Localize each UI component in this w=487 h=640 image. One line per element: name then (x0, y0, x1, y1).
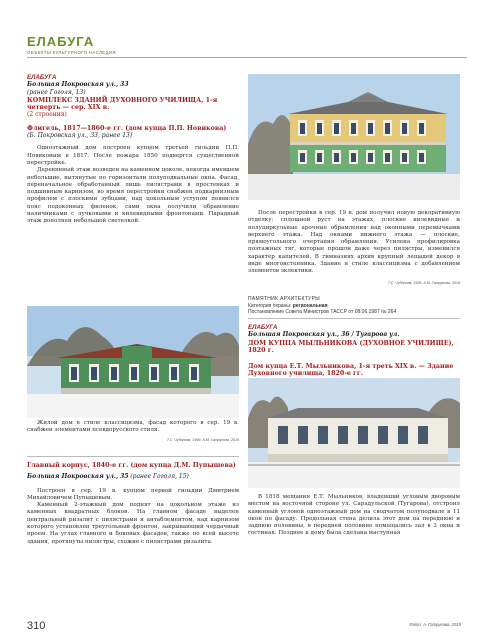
object-title: ДОМ КУПЦА МЫЛЬНИКОВА (ДУХОВНОЕ УЧИЛИЩЕ), 1820 г. (248, 339, 454, 354)
city-label: ЕЛАБУГА (27, 74, 57, 81)
right-bottom-text-block (248, 494, 460, 538)
photo-caption: Жилой дом в стиле классицизма, фасад которого в сер. 19 в. снабжен элементами псевдорусского стиля. (27, 420, 239, 433)
page-number: 310 (27, 620, 46, 632)
photo-credit-small: Т.С. Чубанова, 1995, А.М. Гатрунова, 2019 (387, 280, 460, 285)
left-intro-block (27, 74, 239, 226)
section-title: ЕЛАБУГА (27, 34, 95, 49)
previous-address: (ранее Гоголя, 13) (27, 88, 86, 96)
complex-note: (2 строения) (27, 111, 67, 119)
main-previous-address: (ранее Гоголя, 15) (130, 473, 189, 481)
category-label: Категория охраны: (248, 302, 292, 309)
fligel-title: Флигель, 1817—1860-е гг. (дом купца П.П. Новикова) (27, 124, 227, 132)
paragraph: Одноэтажный дом построен купцом третьей гильдии П.П. Новиковым в 1817. После пожара 1850 подвергся существенной перестройке. (27, 145, 239, 166)
photo-credit-small: Т.С. Чубанова, 1999, А.М. Гатрунова, 2019 (166, 438, 239, 442)
object-subtitle: Дом купца Е.Т. Мыльникова, 1-я треть XIX в. — Здание Духовного училища, 1820-е гг. (248, 363, 454, 378)
right-second-object-block (248, 324, 460, 378)
main-building-address (27, 473, 239, 481)
address: Большая Покровская ул., 36 / Тугарова ул. (248, 331, 400, 339)
paragraph: В 1818 мещанин Е.Т. Мыльников, владевший угловым дворовым местом на восточной стороне ул. Сарадульской (Тугарова), отстроил каменный угловой одноэтажный дом на сводчатом полуподвале в 11 окон по фасаду. Продольная стена делила этот дом на переднюю и заднюю половины, в передней половине помещались зал в 3 окна и гостиная. Позднее к дому была сделана выступная (248, 494, 460, 537)
house-photo-mylnikov-image (248, 378, 460, 488)
divider (27, 456, 239, 457)
monument-status-block (248, 296, 460, 316)
house-photo-pupyshev-image (248, 74, 460, 200)
main-address: Большая Покровская ул., 35 (27, 473, 129, 481)
house-photo-pupyshev (248, 74, 460, 200)
paragraph: Построен в сер. 19 в. купцом первой гильдии Дмитрием Михайловичем Пупышевым. (27, 487, 239, 501)
left-main-block (27, 462, 239, 546)
complex-title: КОМПЛЕКС ЗДАНИЙ ДУХОВНОГО УЧИЛИЩА, 1-я четверть — сер. XIX в. (27, 96, 218, 112)
paragraph: После перестройки в сер. 19 в. дом получил новую декоративную отделку: сплошной руст на этажах, плоские килевидные и полуциркульные арочные обрамления над оконными перемычками верхнего этажа. Над окнами нижнего этажа — плоские, прямоугольного очертания обрамления. Усилена профилировка поэтажных тяг, которые прошли даже через пилястры, изменился характер капителей. В гимназиях архив крупный лещадей декор в виде многоистенника. Здание в стиле классицизма с добавлением элементов эклектики. (248, 210, 460, 275)
section-subtitle: ОБЪЕКТЫ КУЛЬТУРНОГО НАСЛЕДИЯ (27, 50, 116, 55)
paragraph: Каменный 2-этажный дом поднят на цокольном этаже из каменных квадратных блоков. На главном фасаде выделен центральный ризалит с пилястрами и антаблементом, над карнизом которого установлен треугольный фронтон, закрывающий чердачный проем. На углах главного и боковых фасадов, также по всей высоте здания, протянуты пилястры, схожие с пилястрами ризалита. (27, 502, 239, 545)
house-photo-mylnikov (248, 378, 460, 488)
right-top-text-block (248, 210, 460, 287)
paragraph: Деревянный этаж возведен на каменном цоколе, некогда имевшем небольшие, вытянутые по горизонтали полуподвальные окна. Фасад, переначальное обработанный лишь пилястрами в простенках и подшивным карнизом, во время перестройки снабжен подкарнизным профилем с плоскими зубцами, над цокольным уступом появился пояс подоконных филенок, сами окна получили обрамление наличниками с лучковыми и килевидными фронтонами. Парадный этаж дополнен небольшой светелкой. (27, 167, 239, 225)
left-caption-block (27, 420, 239, 444)
header-divider (27, 57, 467, 58)
city-label: ЕЛАБУГА (248, 324, 278, 331)
address: Большая Покровская ул., 33 (27, 81, 129, 89)
monument-status-title: ПАМЯТНИК АРХИТЕКТУРЫ (248, 296, 320, 302)
monument-decree: Постановление Совета Министров ТАССР от 08.06.1987 № 264 (248, 309, 397, 315)
house-photo-fligel-image (27, 306, 239, 418)
divider (248, 318, 460, 319)
fligel-address: (Б. Покровская ул., 33, ранее 13) (27, 132, 133, 140)
footer-photo-credit: Фото: А. Гатрунова, 2019 (409, 622, 461, 627)
category-value: региональная (292, 302, 328, 309)
house-photo-fligel (27, 306, 239, 418)
main-building-title: Главный корпус, 1840-е гг. (дом купца Д.М. Пупышева) (27, 462, 236, 469)
